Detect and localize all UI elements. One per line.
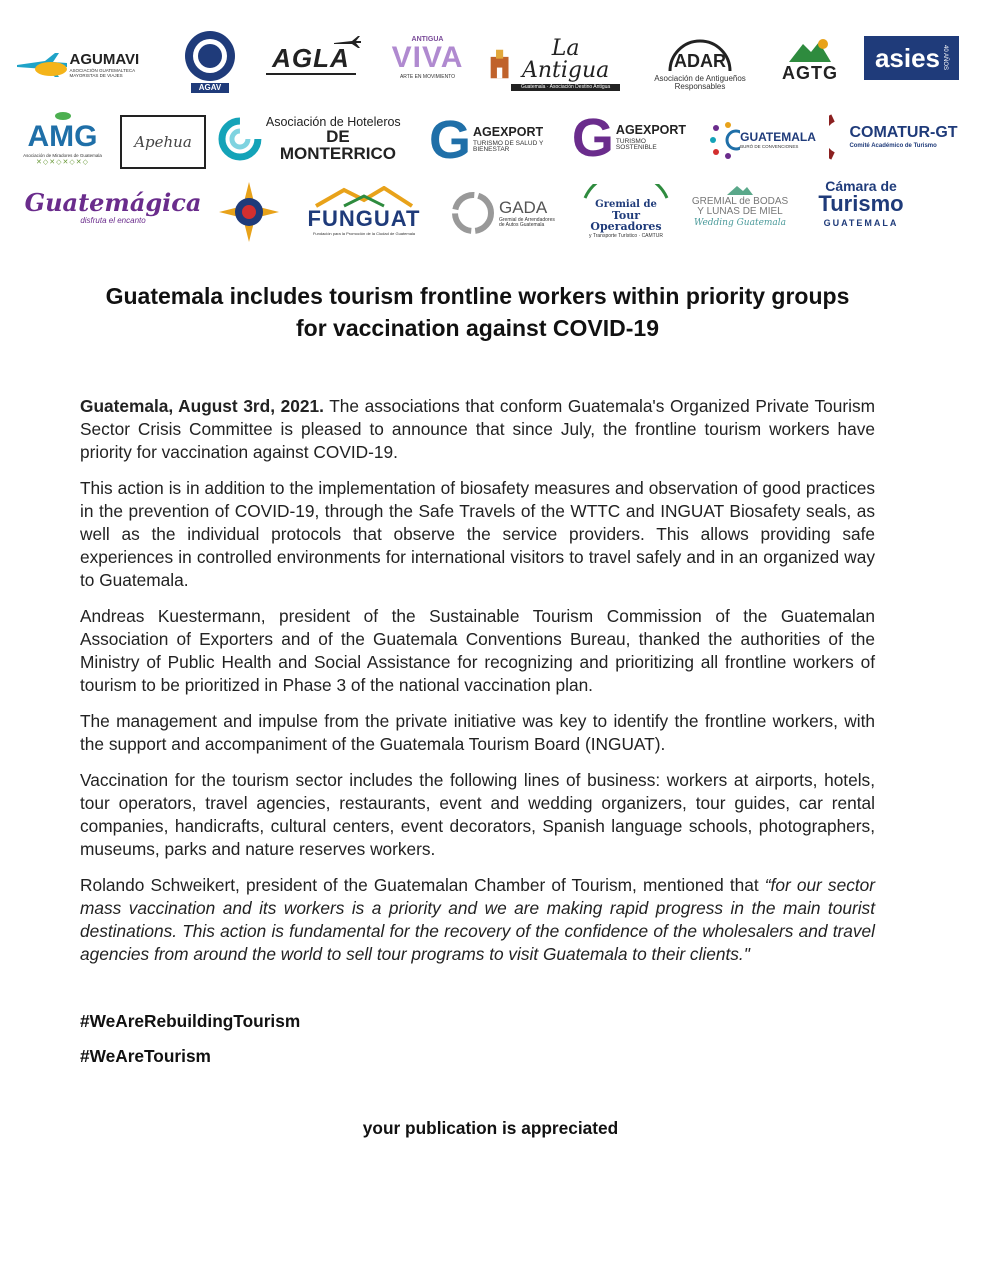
comatur-logo: [826, 112, 961, 162]
agumavi-logo: [12, 45, 162, 85]
schweikert-quote: “for our sector mass vaccination and its workers is a priority and we are making rapid progress in the main tourist destinations. This action is fundamental for the recovery of the confidence of the wholesalers and travel agencies from around the world to sell tour programs to visit Guatemala to their clients.": [80, 875, 875, 964]
camara-line1: Cámara de: [825, 177, 897, 194]
asies-logo: [864, 36, 959, 80]
church-icon: [488, 46, 511, 82]
paragraph-1: [80, 395, 875, 464]
compass-rose-icon: [217, 180, 281, 244]
monterrico-line2: DE MONTERRICO: [279, 127, 397, 164]
amg-sub: Asociación de Miradores de Guatemala: [23, 153, 102, 159]
camara-turismo-logo: [808, 175, 914, 231]
funguat-name: FUNGUAT: [307, 206, 421, 231]
agav-name: AGAV: [191, 83, 230, 93]
agumavi-sub: ASOCIACIÓN GUATEMALTECA MAYORISTAS DE VIAJES: [69, 68, 135, 78]
dots-cluster-icon: [708, 120, 740, 160]
funguat-sub: Fundación para la Promoción de la Ciudad de Guatemala: [312, 231, 416, 236]
hashtag-tourism: #WeAreTourism: [80, 1046, 211, 1066]
paragraph-4: The management and impulse from the private initiative was key to identify the frontline workers, with the support and accompaniment of the Guatemala Tourism Board (INGUAT).: [80, 711, 875, 754]
gada-logo: [448, 188, 558, 238]
dateline: Guatemala, August 3rd, 2021.: [80, 396, 324, 416]
footer-note: your publication is appreciated: [362, 1118, 619, 1138]
agexport-salud-name: AGEXPORT: [473, 125, 544, 140]
amg-name: AMG: [27, 120, 98, 154]
agumavi-name: AGUMAVI: [69, 51, 140, 68]
agexport-salud-sub: TURISMO DE SALUD Y BIENESTAR: [473, 139, 544, 154]
gremial-bodas-sub: Wedding Guatemala: [693, 217, 787, 228]
camara-line2: Turismo: [818, 190, 904, 216]
asies-name: asies: [874, 43, 941, 73]
guatemala-convenciones-sub: BURÓ DE CONVENCIONES: [740, 143, 799, 149]
amg-logo: [15, 108, 110, 168]
agla-plane-icon: [332, 35, 362, 49]
guatemagica-name: Guatemágica: [24, 188, 202, 217]
camara-sub: GUATEMALA: [823, 217, 899, 228]
antigua-viva-top: ANTIGUA: [411, 35, 444, 43]
funguat-mountains-icon: [314, 186, 414, 208]
agexport-g-purple-icon: G: [571, 108, 614, 168]
agexport-salud-logo: [420, 112, 560, 168]
gremial-tour-logo: [576, 183, 676, 239]
press-release-body: [80, 395, 875, 979]
gremial-bodas-line2: Y LUNAS DE MIEL: [697, 205, 783, 217]
apehua-name: Apehua: [134, 132, 192, 151]
agexport-g-icon: G: [428, 110, 471, 170]
agla-logo: [256, 35, 366, 85]
gremial-bodas-line1: GREMIAL de BODAS: [691, 195, 789, 207]
page-title: Guatemala includes tourism frontline workers within priority groups for vaccination against COVID-19: [105, 283, 850, 341]
wave-swirl-icon: [218, 117, 262, 161]
la-antigua-name: La Antigua: [521, 35, 610, 83]
agumavi-plane-icon: [15, 49, 70, 81]
apehua-logo: [120, 115, 206, 169]
agtg-logo: [770, 35, 850, 85]
guatemagica-logo: [24, 183, 202, 233]
paragraph-6-intro: Rolando Schweikert, president of the Guatemalan Chamber of Tourism, mentioned that: [80, 875, 759, 895]
guatemagica-sub: disfruta el encanto: [80, 216, 146, 225]
gremial-tour-line2: Tour Operadores: [590, 208, 662, 233]
gada-ring-icon: [451, 191, 495, 235]
guatemala-convenciones-logo: [706, 115, 818, 165]
paragraph-6: [80, 874, 875, 966]
adar-arch-icon: [668, 37, 732, 73]
gremial-bodas-logo: [688, 176, 792, 234]
guatemala-convenciones-name: GUATEMALA: [740, 129, 816, 144]
antigua-viva-sub: ARTE EN MOVIMIENTO: [399, 73, 456, 80]
adar-name: ADAR: [674, 51, 726, 71]
gada-sub: Gremial de Arrendadores de Autos Guatemala: [499, 216, 555, 228]
agav-logo: [176, 28, 244, 94]
agtg-volcano-icon: [787, 38, 833, 64]
agexport-sostenible-sub: TURISMO SOSTENIBLE: [615, 137, 657, 152]
comatur-sub: Comité Académico de Turismo: [849, 143, 937, 149]
gada-name: GADA: [499, 197, 548, 217]
agav-seal-icon: [179, 30, 241, 82]
adar-sub: Asociación de Antigueños Responsables: [654, 74, 746, 91]
paragraph-2: This action is in addition to the implementation of biosafety measures and observation of good practices in the prevention of COVID-19, through the Safe Travels of the WTTC and INGUAT Biosafety seals, as well as the individual protocols that observe the service providers. This allows providing safe experiences in controlled environments for international visitors to travel safely and in an organized way to Guatemala.: [80, 478, 875, 590]
hashtag-rebuilding: #WeAreRebuildingTourism: [80, 1011, 301, 1031]
paragraph-1-text: The associations that conform Guatemala's Organized Private Tourism Sector Crisis Committee is pleased to announce that since July, the frontline tourism workers have priority for vaccination against COVID-19.: [80, 396, 875, 462]
monterrico-logo: [218, 115, 410, 163]
agexport-sostenible-name: AGEXPORT: [615, 123, 687, 138]
adar-logo: [645, 35, 755, 93]
comatur-name: COMATUR-GT: [849, 124, 958, 141]
la-antigua-sub: Guatemala · Asociación Destino Antigua: [511, 84, 620, 91]
bodas-volcano-icon: [725, 183, 755, 197]
monterrico-line1: Asociación de Hoteleros: [265, 114, 401, 129]
amg-pattern: ✕◇✕◇✕◇✕◇: [36, 158, 89, 166]
paragraph-5: Vaccination for the tourism sector includes the following lines of business: workers at airports, hotels, tour operators, travel agencies, restaurants, event and wedding organizers, tour guides, car rental companies, handicrafts, cultural centers, event decorators, Spanish language schools, photographers, museums, parks and nature reserves workers.: [80, 770, 875, 859]
funguat-logo: [298, 185, 430, 237]
gremial-arc-icon: [581, 184, 671, 200]
sponsor-logos-header: [0, 0, 981, 250]
paragraph-3: Andreas Kuestermann, president of the Sustainable Tourism Commission of the Guatemalan Association of Exporters and of the Guatemala Conventions Bureau, thanked the authorities of the Ministry of Public Health and Social Assistance for recognizing and prioritizing all frontline workers of tourism to be prioritized in Phase 3 of the national vaccination plan.: [80, 606, 875, 695]
asies-sub: 40 AÑOS: [942, 45, 949, 71]
agla-name: AGLA: [272, 43, 350, 73]
la-antigua-logo: [488, 35, 620, 90]
agtg-name: AGTG: [782, 63, 838, 83]
gremial-tour-sub: y Transporte Turístico · CAMTUR: [589, 232, 663, 239]
antigua-viva-name: VIVA: [391, 40, 464, 74]
antigua-viva-logo: [390, 30, 465, 85]
gremial-tour-line1: Gremial de: [595, 198, 657, 210]
compass-logo: [214, 180, 284, 244]
agexport-sostenible-logo: [564, 110, 694, 166]
